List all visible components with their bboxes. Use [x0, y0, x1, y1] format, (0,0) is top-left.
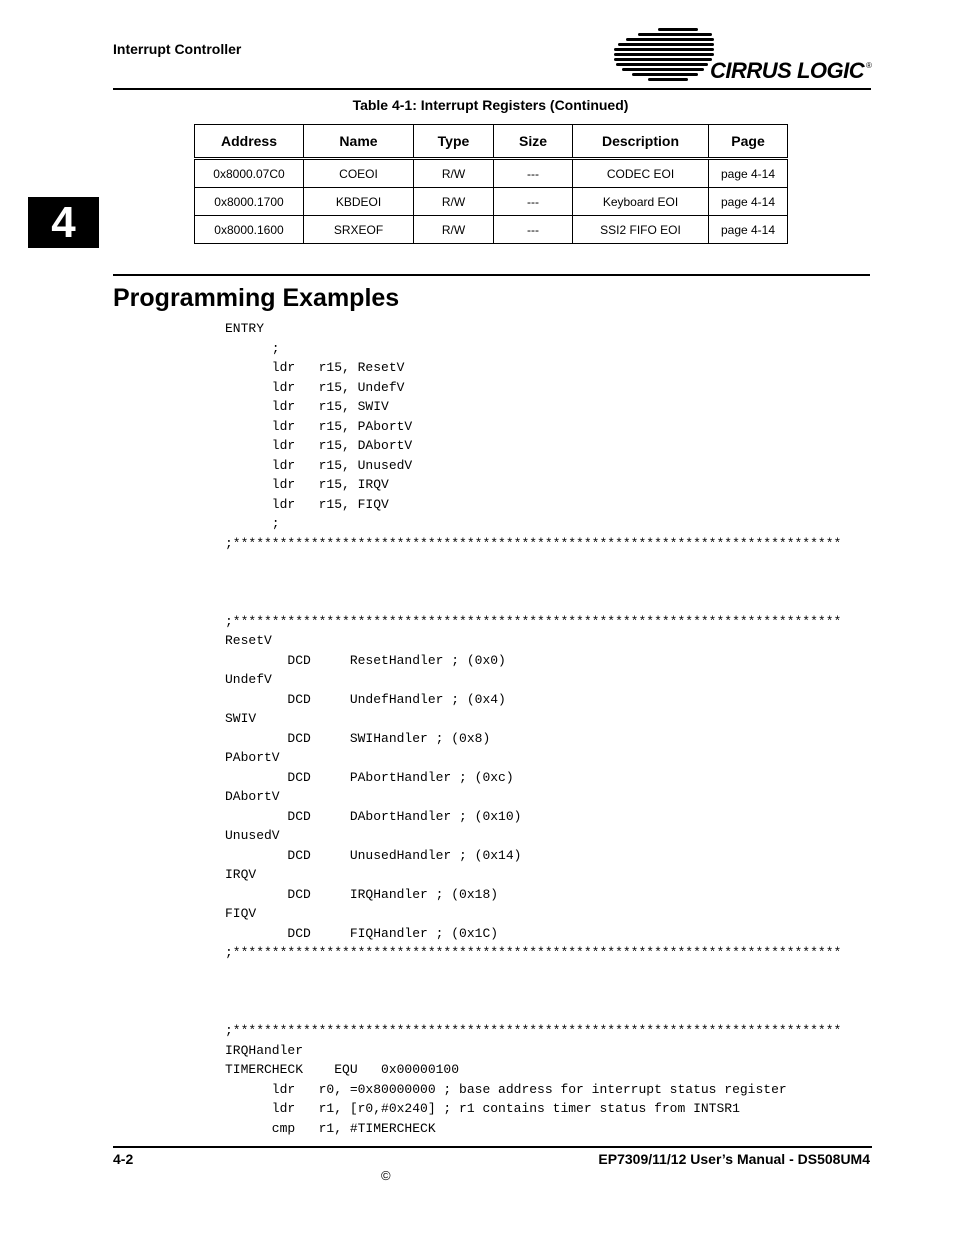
- page-number: 4-2: [113, 1151, 134, 1167]
- code-line: DCD UnusedHandler ; (0x14): [225, 847, 522, 863]
- column-header: Address: [195, 125, 304, 159]
- code-line: ResetV: [225, 633, 272, 648]
- code-line: ldr r15, PAbortV: [225, 418, 413, 434]
- table-cell: KBDEOI: [304, 188, 414, 216]
- header-rule: [113, 88, 871, 90]
- chapter-tab: 4: [28, 197, 99, 248]
- code-line: DCD UndefHandler ; (0x4): [225, 691, 506, 707]
- code-line: ldr r15, UndefV: [225, 379, 405, 395]
- code-line: [225, 963, 841, 983]
- code-line: [225, 1002, 841, 1022]
- code-line: ldr r15, DAbortV: [225, 438, 413, 453]
- table-cell: R/W: [414, 216, 494, 244]
- table-cell: R/W: [414, 159, 494, 188]
- table-cell: SRXEOF: [304, 216, 414, 244]
- code-line: FIQV: [225, 906, 257, 921]
- code-line: [225, 982, 841, 1002]
- code-line: UndefV: [225, 672, 272, 687]
- code-line: SWIV: [225, 711, 257, 726]
- code-line: ldr r15, FIQV: [225, 496, 389, 512]
- code-line: ENTRY: [225, 321, 265, 336]
- table-cell: 0x8000.07C0: [195, 159, 304, 188]
- table-cell: 0x8000.1700: [195, 188, 304, 216]
- code-line: ldr r15, UnusedV: [225, 457, 413, 473]
- table-cell: page 4-14: [709, 188, 788, 216]
- code-line: ;: [225, 516, 280, 531]
- section-title: Programming Examples: [113, 284, 400, 312]
- code-line: IRQHandler: [225, 1042, 304, 1058]
- code-line: DCD DAbortHandler ; (0x10): [225, 808, 522, 824]
- table-cell: Keyboard EOI: [573, 188, 709, 216]
- table-cell: SSI2 FIFO EOI: [573, 216, 709, 244]
- section-rule: [113, 274, 870, 276]
- code-line: ldr r15, SWIV: [225, 399, 389, 414]
- code-listing: [225, 319, 841, 1138]
- table-caption: Table 4-1: Interrupt Registers (Continued): [352, 97, 629, 113]
- table-row: [195, 188, 788, 216]
- table-cell: COEOI: [304, 159, 414, 188]
- code-line: ldr r0, =0x80000000 ; base address for interrupt status register: [225, 1081, 787, 1097]
- company-logo: [614, 28, 876, 86]
- code-line: UnusedV: [225, 828, 280, 843]
- table-header-row: [195, 125, 788, 159]
- column-header: Description: [573, 125, 709, 159]
- code-line: [225, 592, 841, 612]
- table-cell: ---: [494, 216, 573, 244]
- table-cell: page 4-14: [709, 159, 788, 188]
- code-line: DCD ResetHandler ; (0x0): [225, 652, 506, 668]
- code-line: DCD SWIHandler ; (0x8): [225, 730, 491, 746]
- manual-title: EP7309/11/12 User’s Manual - DS508UM4: [598, 1151, 870, 1167]
- logo-wordmark: CIRRUS LOGIC: [710, 58, 865, 83]
- code-line: ldr r15, ResetV: [225, 360, 405, 375]
- column-header: Name: [304, 125, 414, 159]
- table-cell: 0x8000.1600: [195, 216, 304, 244]
- code-line: ;******************************************************************************: [225, 945, 842, 960]
- table-row: [195, 216, 788, 244]
- copyright-mark: ©: [381, 1168, 391, 1183]
- code-line: DCD FIQHandler ; (0x1C): [225, 925, 499, 941]
- code-line: DAbortV: [225, 789, 280, 804]
- running-header: Interrupt Controller: [113, 41, 242, 57]
- footer-rule: [113, 1146, 872, 1148]
- registered-mark: ®: [866, 61, 872, 70]
- column-header: Type: [414, 125, 494, 159]
- code-line: [225, 573, 841, 593]
- code-line: ldr r1, [r0,#0x240] ; r1 contains timer status from INTSR1: [225, 1101, 740, 1116]
- code-line: DCD IRQHandler ; (0x18): [225, 886, 499, 902]
- code-line: PAbortV: [225, 750, 280, 765]
- code-line: DCD PAbortHandler ; (0xc): [225, 769, 514, 785]
- table-cell: CODEC EOI: [573, 159, 709, 188]
- code-line: ;******************************************************************************: [225, 613, 842, 629]
- table-cell: page 4-14: [709, 216, 788, 244]
- code-line: cmp r1, #TIMERCHECK: [225, 1120, 436, 1136]
- column-header: Page: [709, 125, 788, 159]
- code-line: IRQV: [225, 867, 257, 882]
- table-cell: R/W: [414, 188, 494, 216]
- code-line: TIMERCHECK EQU 0x00000100: [225, 1062, 460, 1077]
- column-header: Size: [494, 125, 573, 159]
- table-row: [195, 159, 788, 188]
- code-line: ldr r15, IRQV: [225, 477, 389, 492]
- code-line: [225, 553, 841, 573]
- code-line: ;******************************************************************************: [225, 1023, 842, 1038]
- interrupt-registers-table: [194, 124, 788, 244]
- table-cell: ---: [494, 188, 573, 216]
- table-cell: ---: [494, 159, 573, 188]
- code-line: ;: [225, 340, 280, 356]
- code-line: ;******************************************************************************: [225, 535, 842, 551]
